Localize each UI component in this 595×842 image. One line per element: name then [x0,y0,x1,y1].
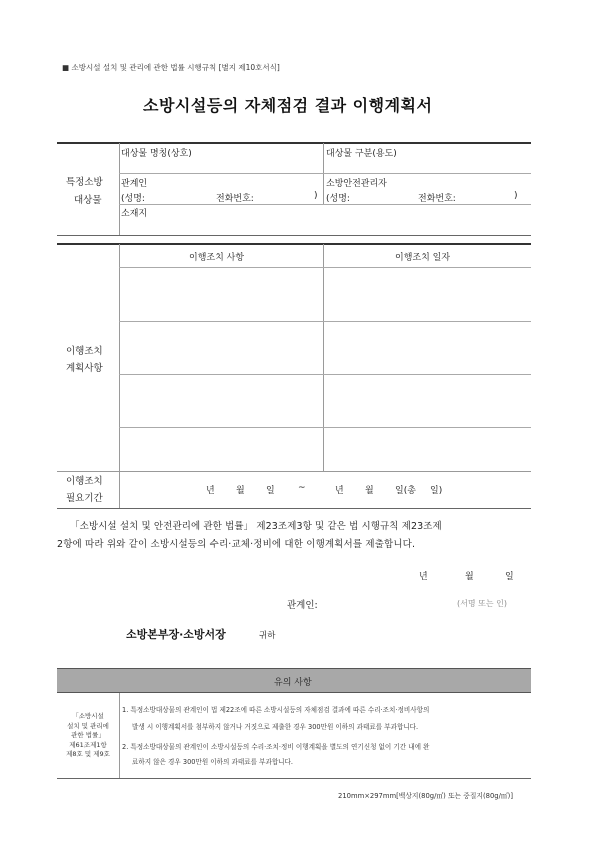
plan-date-cell-4[interactable] [324,428,530,470]
target-bottom-border [57,235,531,236]
target-col-divider-2 [323,174,324,204]
law-ref-line-4: 제61조제1항 [69,740,107,749]
submit-year[interactable]: 년 [419,572,428,582]
target-label-divider [119,143,120,235]
note-item-2-line-2: 료하지 않은 경우 300만원 이하의 과태료를 부과합니다. [132,758,294,766]
notes-header-divider [57,692,531,693]
period-start-month[interactable]: 월 [236,486,245,496]
signature-hint[interactable]: (서명 또는 인) [457,599,507,608]
period-tilde: ~ [298,483,306,493]
manager-phone-field[interactable]: 전화번호: [418,194,456,204]
note-item-2-line-1: 2. 특정소방대상물의 관계인이 소방시설등의 수리·조치·정비 이행계획을 별도의 연기신청 없이 기간 내에 완 [122,743,430,751]
table-top-border [57,142,531,144]
plan-action-cell-2[interactable] [120,322,322,373]
plan-action-cell-1[interactable] [120,268,322,320]
plan-section-label-1: 이행조치 [66,346,103,357]
object-name-label: 대상물 명칭(상호) [121,149,192,159]
period-end-day-total[interactable]: 일(총 [395,486,416,496]
page-title: 소방시설등의 자체점검 결과 이행계획서 [143,96,433,115]
signer-label: 관계인: [287,600,318,611]
note-item-1-line-1: 1. 특정소방대상물의 관계인이 법 제22조에 따른 소방시설등의 자체점검 결과에 따른 수리·조치·정비사항의 [122,706,430,714]
period-end-year[interactable]: 년 [335,486,344,496]
period-total-days[interactable]: 일) [430,486,443,496]
plan-section-label-2: 계획사항 [66,363,103,374]
plan-action-cell-3[interactable] [120,375,322,426]
stakeholder-label: 관계인 [121,179,148,189]
target-section-label-1: 특정소방 [66,177,103,188]
note-item-1-line-2: 발생 시 이행계획서를 첨부하지 않거나 거짓으로 제출한 경우 300만원 이하의 과태료를 부과합니다. [132,723,419,731]
plan-date-cell-2[interactable] [324,322,530,373]
recipient-suffix: 귀하 [259,631,276,641]
target-row-divider-2 [119,204,531,205]
notes-bottom-border [57,778,531,779]
period-start-day[interactable]: 일 [266,486,275,496]
statement-line-2: 2항에 따라 위와 같이 소방시설등의 수리·교체·정비에 대한 이행계획서를 제출합니다. [57,539,416,550]
stakeholder-close-paren: ) [314,191,318,201]
law-ref-line-3: 관한 법률」 [71,731,105,739]
period-start-year[interactable]: 년 [206,486,215,496]
law-ref-line-2: 설치 및 관리에 [67,721,109,730]
plan-date-cell-3[interactable] [324,375,530,426]
plan-date-cell-1[interactable] [324,268,530,320]
plan-col-date-header: 이행조치 일자 [395,253,451,263]
statement-line-1: 「소방시설 설치 및 안전관리에 관한 법률」 제23조제3항 및 같은 법 시행규칙 제23조제 [70,521,442,532]
manager-name-field[interactable]: (성명: [326,194,350,204]
law-ref-line-5: 제8호 및 제9호 [66,750,110,758]
period-label-2: 필요기간 [66,493,103,504]
recipient-name: 소방본부장·소방서장 [126,628,226,641]
target-section-label-2: 대상물 [74,195,102,206]
manager-close-paren: ) [514,191,518,201]
notes-law-reference [57,712,119,760]
form-reference: ■ 소방시설 설치 및 관리에 관한 법률 시행규칙 [별지 제10호서식] [62,63,280,72]
object-category-label: 대상물 구분(용도) [326,149,397,159]
plan-action-cell-4[interactable] [120,428,322,470]
address-label: 소재지 [121,209,148,219]
period-label-1: 이행조치 [66,476,103,487]
plan-top-border [57,243,531,245]
law-ref-line-1: 「소방시설 [72,712,104,720]
period-end-month[interactable]: 월 [365,486,374,496]
stakeholder-name-field[interactable]: (성명: [121,194,145,204]
target-col-divider [323,143,324,174]
plan-period-divider [57,471,531,472]
plan-bottom-border [57,508,531,509]
submit-day[interactable]: 일 [505,572,514,582]
notes-col-divider [119,693,120,778]
paper-spec-footer: 210mm×297mm[백상지(80g/㎡) 또는 중질지(80g/㎡)] [338,792,513,800]
fire-safety-manager-label: 소방안전관리자 [326,179,387,189]
submit-month[interactable]: 월 [465,572,474,582]
target-row-divider-1 [119,173,531,174]
notes-header-title: 유의 사항 [274,678,312,688]
plan-col-action-header: 이행조치 사항 [189,253,245,263]
stakeholder-phone-field[interactable]: 전화번호: [216,194,254,204]
